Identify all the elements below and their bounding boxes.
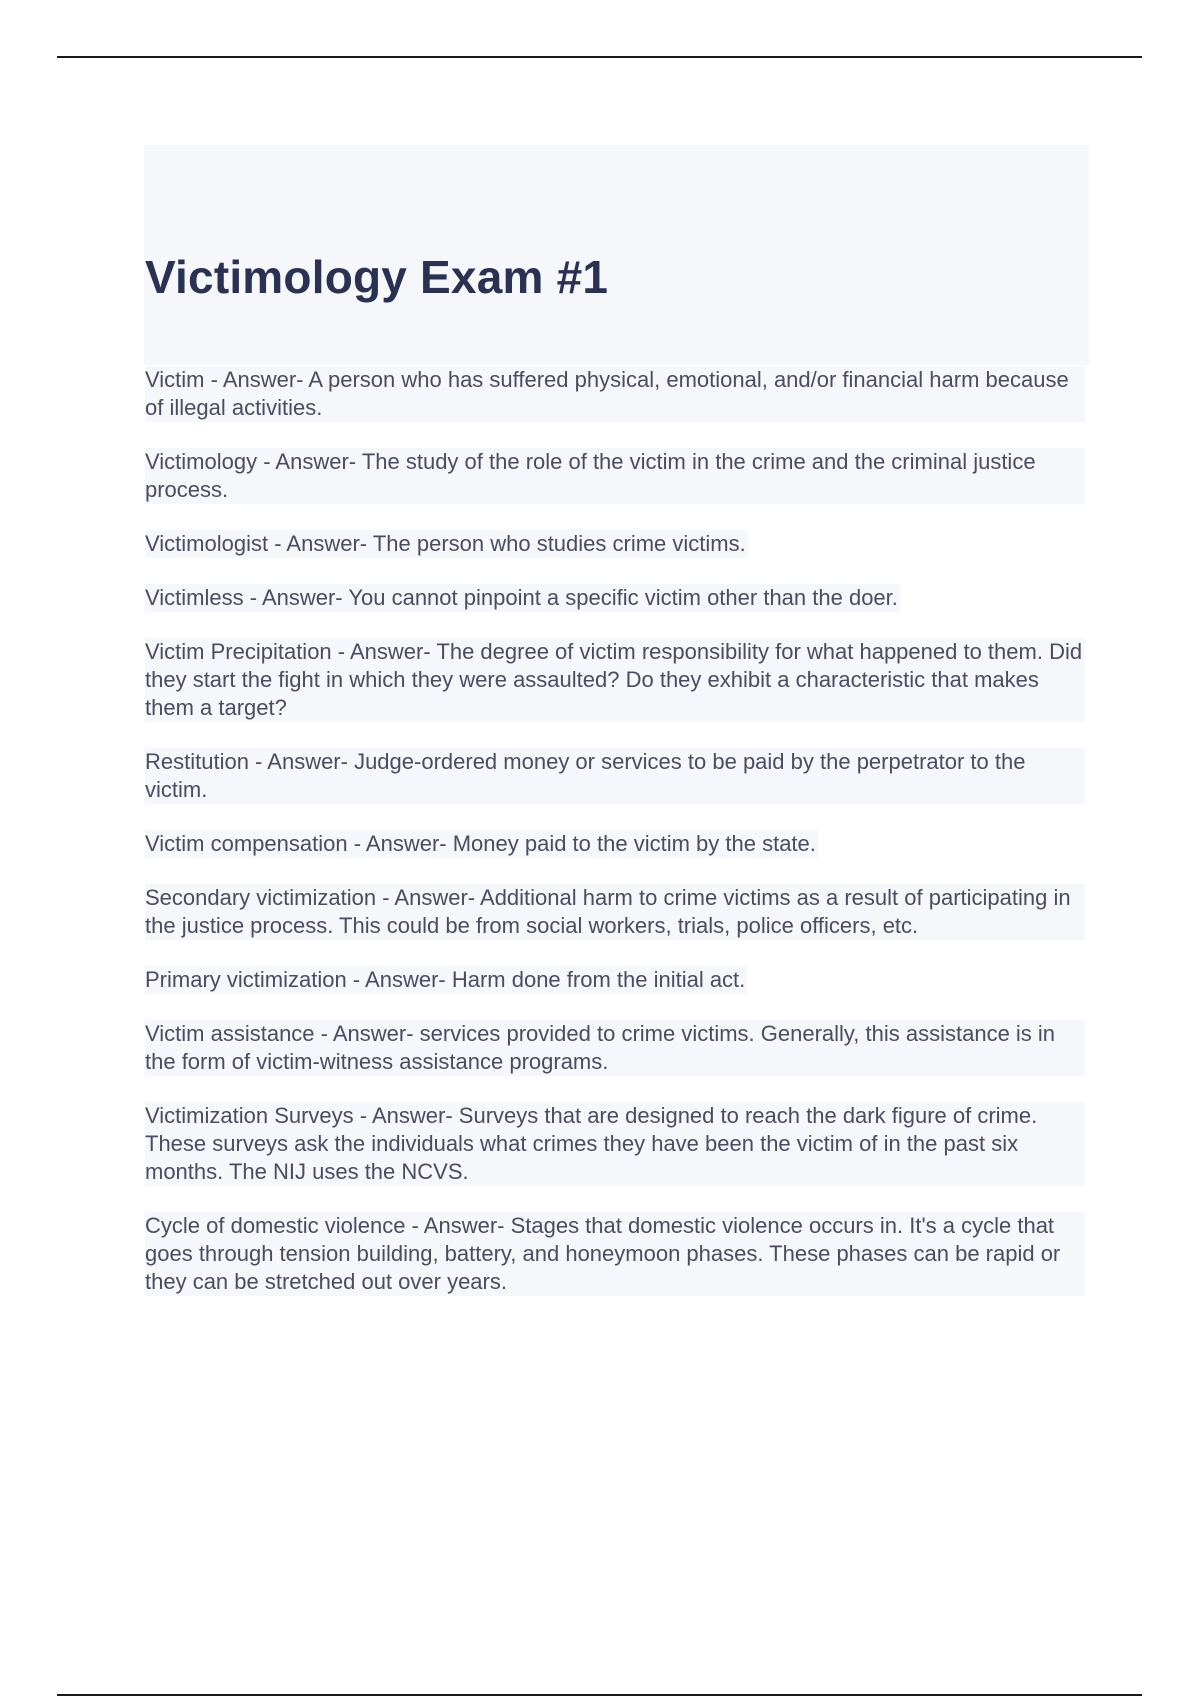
qa-entry: Cycle of domestic violence - Answer- Stages that domestic violence occurs in. It's a cycle that goes through tension building, battery, and honeymoon phases. These phases can be rapid or they can be stretched out over years. (145, 1212, 1085, 1296)
qa-entry: Victimologist - Answer- The person who studies crime victims. (145, 531, 746, 556)
qa-list (145, 366, 1085, 1322)
qa-entry: Victimization Surveys - Answer- Surveys that are designed to reach the dark figure of crime. These surveys ask the individuals what crimes they have been the victim of in the past six months. The NIJ uses the NCVS. (145, 1102, 1085, 1186)
qa-entry: Victim - Answer- A person who has suffered physical, emotional, and/or financial harm because of illegal activities. (145, 366, 1085, 422)
bottom-divider (57, 1694, 1142, 1696)
qa-entry: Victimless - Answer- You cannot pinpoint a specific victim other than the doer. (145, 585, 898, 610)
page-title: Victimology Exam #1 (145, 251, 609, 303)
qa-entry: Restitution - Answer- Judge-ordered money or services to be paid by the perpetrator to the victim. (145, 748, 1085, 804)
qa-entry: Victim assistance - Answer- services provided to crime victims. Generally, this assistance is in the form of victim-witness assistance programs. (145, 1020, 1085, 1076)
qa-entry: Secondary victimization - Answer- Additional harm to crime victims as a result of participating in the justice process. This could be from social workers, trials, police officers, etc. (145, 884, 1085, 940)
qa-entry: Primary victimization - Answer- Harm done from the initial act. (145, 967, 746, 992)
qa-entry: Victim compensation - Answer- Money paid to the victim by the state. (145, 831, 816, 856)
qa-entry: Victimology - Answer- The study of the role of the victim in the crime and the criminal justice process. (145, 448, 1085, 504)
qa-entry: Victim Precipitation - Answer- The degree of victim responsibility for what happened to them. Did they start the fight in which they were assaulted? Do they exhibit a characteristic that makes them a target? (145, 638, 1085, 722)
top-divider (57, 56, 1142, 58)
